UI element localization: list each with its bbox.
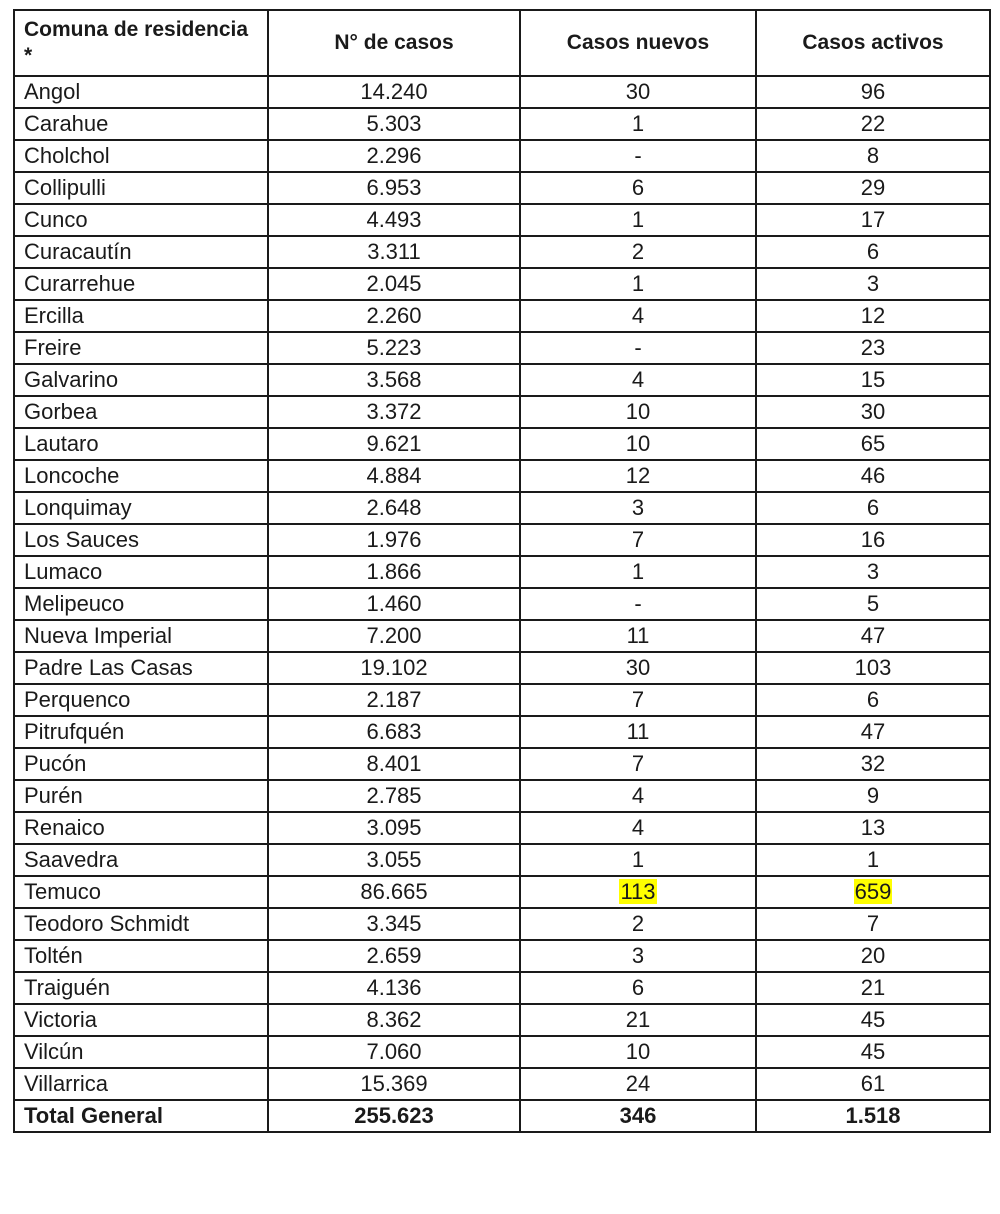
cell-comuna: Lautaro [14, 428, 268, 460]
cell-casos: 2.648 [268, 492, 520, 524]
table-row [14, 1036, 990, 1068]
cell-casos: 8.362 [268, 1004, 520, 1036]
cell-activos: 1 [756, 844, 990, 876]
cell-activos: 9 [756, 780, 990, 812]
cell-casos: 8.401 [268, 748, 520, 780]
highlighted-value: 659 [854, 879, 892, 904]
cell-nuevos: 7 [520, 524, 756, 556]
cell-nuevos: 3 [520, 940, 756, 972]
cell-comuna: Saavedra [14, 844, 268, 876]
total-label: Total General [14, 1100, 268, 1132]
table-row [14, 588, 990, 620]
table-row [14, 1068, 990, 1100]
cell-activos: 8 [756, 140, 990, 172]
table-header-row [14, 10, 990, 76]
cell-nuevos: 2 [520, 236, 756, 268]
cell-nuevos: 4 [520, 780, 756, 812]
cell-casos: 1.460 [268, 588, 520, 620]
cell-activos: 12 [756, 300, 990, 332]
table-row [14, 908, 990, 940]
cell-comuna: Villarrica [14, 1068, 268, 1100]
cell-nuevos: 1 [520, 204, 756, 236]
cell-casos: 3.372 [268, 396, 520, 428]
cell-comuna: Collipulli [14, 172, 268, 204]
table-row [14, 716, 990, 748]
cell-activos: 5 [756, 588, 990, 620]
cell-casos: 3.345 [268, 908, 520, 940]
cell-casos: 4.884 [268, 460, 520, 492]
cell-activos: 96 [756, 76, 990, 108]
cell-activos: 61 [756, 1068, 990, 1100]
header-comuna: Comuna de residencia * [14, 10, 268, 76]
cell-activos: 30 [756, 396, 990, 428]
cell-comuna: Galvarino [14, 364, 268, 396]
table-row [14, 172, 990, 204]
cell-activos: 16 [756, 524, 990, 556]
cell-activos: 32 [756, 748, 990, 780]
table-row [14, 972, 990, 1004]
cell-activos: 21 [756, 972, 990, 1004]
cell-comuna: Carahue [14, 108, 268, 140]
cell-casos: 2.296 [268, 140, 520, 172]
cell-nuevos: 10 [520, 396, 756, 428]
cell-activos: 15 [756, 364, 990, 396]
cell-casos: 2.187 [268, 684, 520, 716]
cell-nuevos: 4 [520, 364, 756, 396]
cell-casos: 3.311 [268, 236, 520, 268]
cell-comuna: Perquenco [14, 684, 268, 716]
table-row [14, 524, 990, 556]
table-row [14, 844, 990, 876]
cell-comuna: Vilcún [14, 1036, 268, 1068]
table-row [14, 780, 990, 812]
cell-nuevos: 2 [520, 908, 756, 940]
cell-comuna: Nueva Imperial [14, 620, 268, 652]
cell-casos: 7.200 [268, 620, 520, 652]
cell-nuevos [520, 876, 756, 908]
cell-casos: 2.785 [268, 780, 520, 812]
table-row [14, 1004, 990, 1036]
table-row [14, 108, 990, 140]
cell-nuevos: 3 [520, 492, 756, 524]
cell-casos: 6.953 [268, 172, 520, 204]
cell-nuevos: 30 [520, 76, 756, 108]
cell-activos: 20 [756, 940, 990, 972]
cell-nuevos: 24 [520, 1068, 756, 1100]
table-row [14, 812, 990, 844]
table-row [14, 332, 990, 364]
table-total-row [14, 1100, 990, 1132]
cell-nuevos: - [520, 588, 756, 620]
cell-activos: 6 [756, 684, 990, 716]
cell-activos: 46 [756, 460, 990, 492]
header-casos-activos: Casos activos [756, 10, 990, 76]
cell-comuna: Renaico [14, 812, 268, 844]
cell-nuevos: 1 [520, 556, 756, 588]
cell-casos: 4.493 [268, 204, 520, 236]
cell-nuevos: 4 [520, 300, 756, 332]
cell-comuna: Teodoro Schmidt [14, 908, 268, 940]
cell-casos: 3.568 [268, 364, 520, 396]
cell-nuevos: 10 [520, 1036, 756, 1068]
cell-nuevos: 10 [520, 428, 756, 460]
cell-nuevos: 4 [520, 812, 756, 844]
cell-casos: 2.260 [268, 300, 520, 332]
cell-activos: 45 [756, 1036, 990, 1068]
cell-comuna: Cunco [14, 204, 268, 236]
cell-casos: 5.303 [268, 108, 520, 140]
cell-activos: 23 [756, 332, 990, 364]
cell-comuna: Toltén [14, 940, 268, 972]
cell-casos: 1.976 [268, 524, 520, 556]
cell-activos: 13 [756, 812, 990, 844]
cell-activos: 47 [756, 716, 990, 748]
table-row [14, 428, 990, 460]
cell-nuevos: 6 [520, 972, 756, 1004]
cell-comuna: Purén [14, 780, 268, 812]
cell-activos: 6 [756, 236, 990, 268]
cell-casos: 2.659 [268, 940, 520, 972]
cell-activos: 65 [756, 428, 990, 460]
cell-comuna: Curarrehue [14, 268, 268, 300]
table-row [14, 268, 990, 300]
cell-nuevos: 11 [520, 620, 756, 652]
cell-comuna: Melipeuco [14, 588, 268, 620]
table-body [14, 76, 990, 1132]
header-casos-nuevos: Casos nuevos [520, 10, 756, 76]
cases-by-commune-table [13, 9, 991, 1133]
cell-comuna: Traiguén [14, 972, 268, 1004]
cell-comuna: Gorbea [14, 396, 268, 428]
cell-comuna: Los Sauces [14, 524, 268, 556]
cell-nuevos: 30 [520, 652, 756, 684]
table-row [14, 652, 990, 684]
cell-nuevos: 12 [520, 460, 756, 492]
table-row [14, 364, 990, 396]
cell-activos: 17 [756, 204, 990, 236]
cell-comuna: Lumaco [14, 556, 268, 588]
cell-casos: 19.102 [268, 652, 520, 684]
table-row [14, 140, 990, 172]
cell-casos: 4.136 [268, 972, 520, 1004]
cell-casos: 15.369 [268, 1068, 520, 1100]
cell-casos: 14.240 [268, 76, 520, 108]
table-row [14, 940, 990, 972]
cell-casos: 2.045 [268, 268, 520, 300]
cell-nuevos: - [520, 332, 756, 364]
table-row [14, 556, 990, 588]
cell-comuna: Temuco [14, 876, 268, 908]
cell-comuna: Lonquimay [14, 492, 268, 524]
cell-activos: 47 [756, 620, 990, 652]
cell-nuevos: 6 [520, 172, 756, 204]
table-row [14, 492, 990, 524]
total-casos: 255.623 [268, 1100, 520, 1132]
cell-comuna: Curacautín [14, 236, 268, 268]
cell-activos: 22 [756, 108, 990, 140]
table-row [14, 460, 990, 492]
cell-nuevos: 7 [520, 684, 756, 716]
cell-comuna: Angol [14, 76, 268, 108]
cell-nuevos: 1 [520, 268, 756, 300]
cell-activos: 29 [756, 172, 990, 204]
cell-casos: 9.621 [268, 428, 520, 460]
cell-casos: 3.055 [268, 844, 520, 876]
cell-casos: 6.683 [268, 716, 520, 748]
header-n-casos: N° de casos [268, 10, 520, 76]
table-row [14, 396, 990, 428]
cell-nuevos: 11 [520, 716, 756, 748]
table-row-temuco [14, 876, 990, 908]
cell-casos: 1.866 [268, 556, 520, 588]
cell-activos [756, 876, 990, 908]
cell-nuevos: - [520, 140, 756, 172]
table-row [14, 300, 990, 332]
cell-activos: 103 [756, 652, 990, 684]
cell-comuna: Pitrufquén [14, 716, 268, 748]
cell-comuna: Ercilla [14, 300, 268, 332]
cell-casos: 3.095 [268, 812, 520, 844]
cell-nuevos: 21 [520, 1004, 756, 1036]
table-row [14, 204, 990, 236]
cell-comuna: Cholchol [14, 140, 268, 172]
cell-comuna: Pucón [14, 748, 268, 780]
cell-comuna: Padre Las Casas [14, 652, 268, 684]
cell-nuevos: 1 [520, 108, 756, 140]
cell-activos: 45 [756, 1004, 990, 1036]
cell-casos: 5.223 [268, 332, 520, 364]
cell-activos: 3 [756, 268, 990, 300]
cell-casos: 86.665 [268, 876, 520, 908]
cell-activos: 3 [756, 556, 990, 588]
cell-activos: 7 [756, 908, 990, 940]
table-row [14, 76, 990, 108]
cell-comuna: Freire [14, 332, 268, 364]
total-activos: 1.518 [756, 1100, 990, 1132]
cell-nuevos: 7 [520, 748, 756, 780]
cell-comuna: Victoria [14, 1004, 268, 1036]
cell-activos: 6 [756, 492, 990, 524]
highlighted-value: 113 [620, 879, 656, 904]
table-row [14, 748, 990, 780]
total-nuevos: 346 [520, 1100, 756, 1132]
table-row [14, 236, 990, 268]
cell-nuevos: 1 [520, 844, 756, 876]
cell-casos: 7.060 [268, 1036, 520, 1068]
table-row [14, 620, 990, 652]
table-row [14, 684, 990, 716]
cell-comuna: Loncoche [14, 460, 268, 492]
